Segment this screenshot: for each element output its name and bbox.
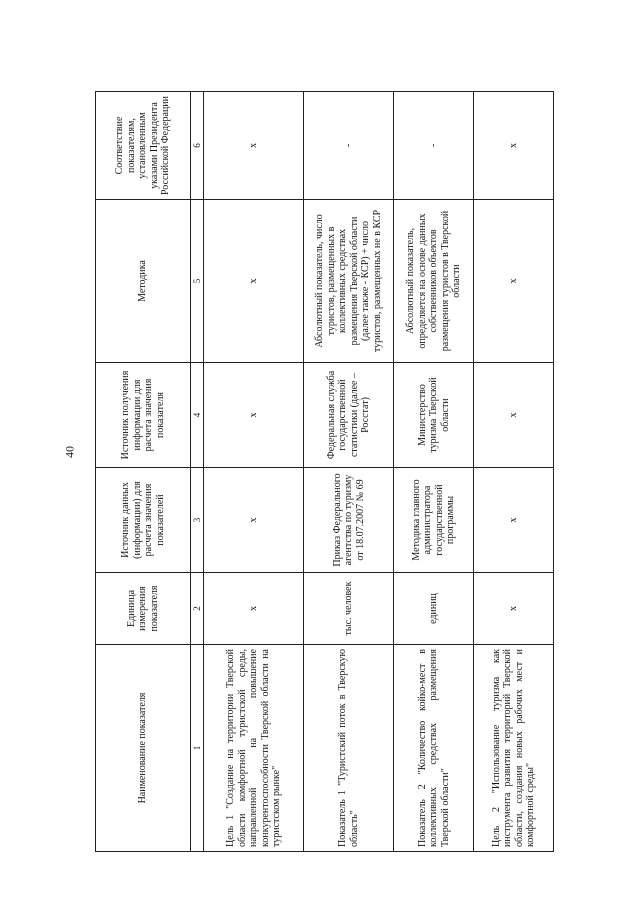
table-row (394, 92, 474, 852)
data-source-cell: х (204, 468, 304, 573)
decree-cell: х (474, 92, 554, 200)
indicator-name-cell: Цель 1 "Создание на территории Тверской области комфортной туристской среды, направленной на повышение конкурентоспособности Тверской области на туристском рынке" (204, 645, 304, 852)
header-methodology: Методика (96, 200, 191, 363)
methodology-cell: х (474, 200, 554, 363)
table-row (474, 92, 554, 852)
indicator-name-cell: Показатель 2 "Количество койко-мест в коллективных средствах размещения Тверской области" (394, 645, 474, 852)
data-source-cell: Методика главного администратора государственной программы (394, 468, 474, 573)
page-number: 40 (62, 446, 77, 458)
table-row (204, 92, 304, 852)
column-number: 6 (191, 92, 204, 200)
methodology-cell: х (204, 200, 304, 363)
data-source-cell: Приказ Федерального агентства по туризму от 18.07.2007 № 69 (304, 468, 394, 573)
indicators-table-container (95, 92, 540, 852)
header-row (96, 92, 191, 852)
header-info-source: Источник получения информации для расчета значения показателя (96, 363, 191, 468)
indicator-name-cell: Показатель 1 "Туристский поток в Тверскую область" (304, 645, 394, 852)
methodology-cell: Абсолютный показатель, число туристов, размещенных в коллективных средствах размещения Тверской области (далее также - КСР) + число туристов, размещенных не в КСР (304, 200, 394, 363)
column-number: 2 (191, 573, 204, 645)
indicators-table (95, 91, 554, 852)
column-number: 4 (191, 363, 204, 468)
header-data-source: Источник данных (информации) для расчета значения показателей (96, 468, 191, 573)
unit-cell: тыс. человек (304, 573, 394, 645)
decree-cell: х (204, 92, 304, 200)
indicator-name-cell: Цель 2 "Использование туризма как инструмента развития территорий Тверской области, создания новых рабочих мест и комфортной среды" (474, 645, 554, 852)
header-unit: Единица измерения показателя (96, 573, 191, 645)
info-source-cell: Федеральная служба государственной статистики (далее – Росстат) (304, 363, 394, 468)
table-row (304, 92, 394, 852)
column-number: 5 (191, 200, 204, 363)
decree-cell: - (394, 92, 474, 200)
info-source-cell: х (204, 363, 304, 468)
header-presidential-decree: Соответствие показателям, установленным указами Президента Российской Федерации (96, 92, 191, 200)
data-source-cell: х (474, 468, 554, 573)
unit-cell: х (204, 573, 304, 645)
methodology-cell: Абсолютный показатель, определяется на основе данных собственников объектов размещения туристов в Тверской области (394, 200, 474, 363)
decree-cell: - (304, 92, 394, 200)
info-source-cell: х (474, 363, 554, 468)
column-number: 3 (191, 468, 204, 573)
column-number-row (191, 92, 204, 852)
header-indicator-name: Наименование показателя (96, 645, 191, 852)
unit-cell: единиц (394, 573, 474, 645)
column-number: 1 (191, 645, 204, 852)
info-source-cell: Министерство туризма Тверской области (394, 363, 474, 468)
unit-cell: х (474, 573, 554, 645)
